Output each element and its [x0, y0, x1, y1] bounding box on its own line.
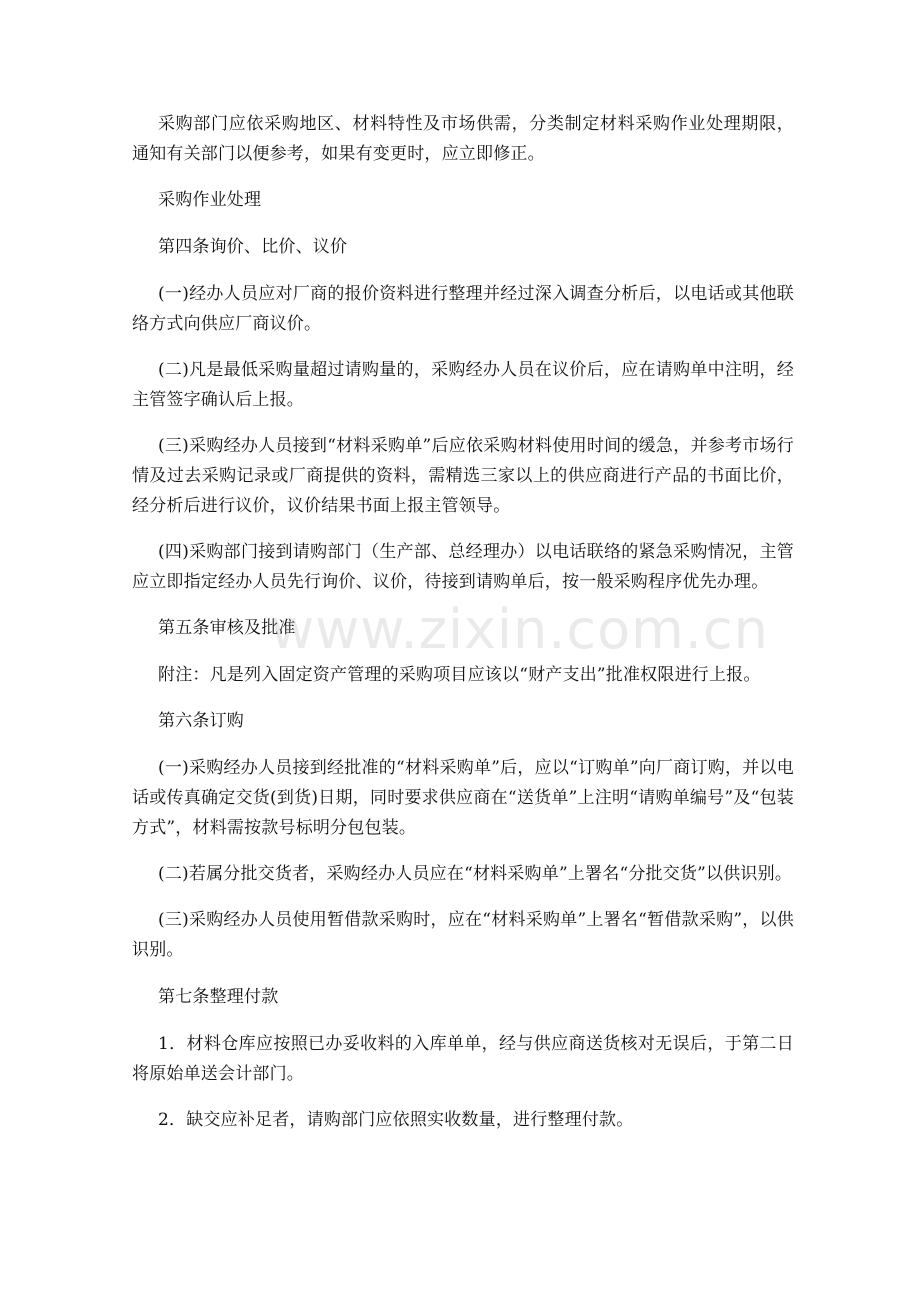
- watermark-logo: www.zixin.com.cn: [270, 598, 769, 661]
- article-heading-7: 第七条整理付款: [158, 987, 279, 1007]
- paragraph-6-1: (一)采购经办人员接到经批准的“材料采购单”后，应以“订购单”向厂商订购，并以电话或传真确定交货(到货)日期，同时要求供应商在“送货单”上注明“请购单编号”及“包装方式”，材料需按款号标明分包包装。: [132, 758, 794, 838]
- section-heading-procurement: 采购作业处理: [158, 190, 262, 210]
- paragraph-intro: 采购部门应依采购地区、材料特性及市场供需，分类制定材料采购作业处理期限，通知有关部门以便参考，如果有变更时，应立即修正。: [132, 114, 794, 164]
- paragraph-note: 附注：凡是列入固定资产管理的采购项目应该以“财产支出”批准权限进行上报。: [158, 665, 761, 685]
- paragraph-7-2: 2．缺交应补足者，请购部门应依照实收数量，进行整理付款。: [158, 1110, 634, 1130]
- paragraph-4-4: (四)采购部门接到请购部门（生产部、总经理办）以电话联络的紧急采购情况，主管应立即指定经办人员先行询价、议价，待接到请购单后，按一般采购程序优先办理。: [132, 542, 794, 592]
- paragraph-6-2: (二)若属分批交货者，采购经办人员应在“材料采购单”上署名“分批交货”以供识别。: [158, 864, 793, 884]
- paragraph-6-3: (三)采购经办人员使用暂借款采购时，应在“材料采购单”上署名“暂借款采购”，以供识别。: [132, 910, 794, 960]
- document-body: [132, 109, 794, 1135]
- article-heading-4: 第四条询价、比价、议价: [158, 237, 348, 257]
- paragraph-7-1: 1．材料仓库应按照已办妥收料的入库单单，经与供应商送货核对无误后，于第二日将原始单送会计部门。: [132, 1034, 794, 1084]
- article-heading-6: 第六条订购: [158, 711, 244, 731]
- paragraph-4-3: (三)采购经办人员接到“材料采购单”后应依采购材料使用时间的缓急，并参考市场行情及过去采购记录或厂商提供的资料，需精选三家以上的供应商进行产品的书面比价，经分析后进行议价，议价结果书面上报主管领导。: [132, 436, 794, 516]
- paragraph-4-1: (一)经办人员应对厂商的报价资料进行整理并经过深入调查分析后，以电话或其他联络方式向供应厂商议价。: [132, 284, 794, 334]
- article-heading-5: 第五条审核及批准: [158, 618, 296, 638]
- paragraph-4-2: (二)凡是最低采购量超过请购量的，采购经办人员在议价后，应在请购单中注明，经主管签字确认后上报。: [132, 360, 794, 410]
